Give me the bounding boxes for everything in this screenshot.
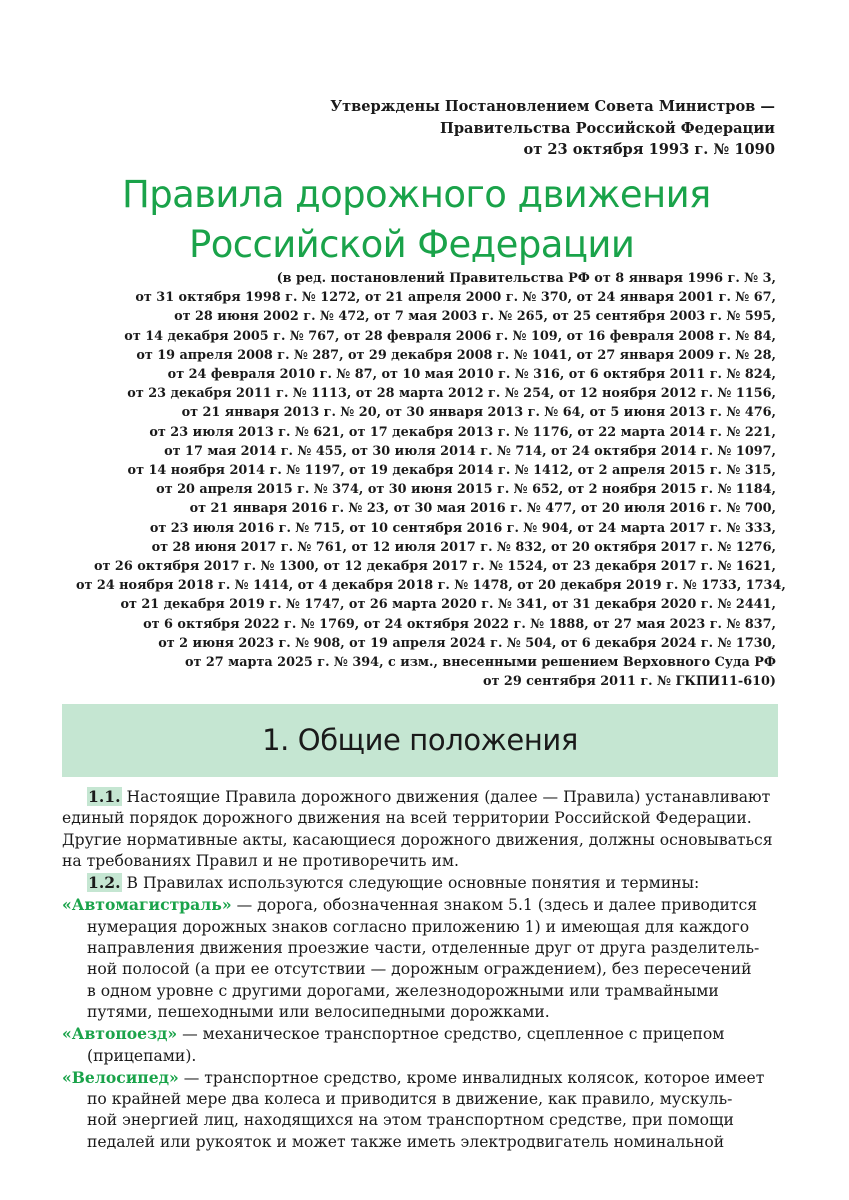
clause-number: 1.2.: [88, 873, 121, 893]
edition-line: от 21 декабря 2019 г. № 1747, от 26 марта 2020 г. № 341, от 31 декабря 2020 г. № 2441,: [120, 597, 776, 613]
paragraph-line: [62, 872, 778, 894]
term-line: (прицепами).: [87, 1046, 197, 1065]
clause-text: В Правилах используются следующие основные понятия и термины:: [126, 874, 700, 893]
term-line: [62, 1023, 778, 1045]
edition-line: от 14 ноября 2014 г. № 1197, от 19 декабря 2014 г. № 1412, от 2 апреля 2015 г. № 315,: [127, 463, 776, 479]
approval-note: [305, 96, 775, 161]
edition-line: от 21 января 2016 г. № 23, от 30 мая 2016 г. № 477, от 20 июля 2016 г. № 700,: [189, 501, 776, 517]
term-text: — механическое транспортное средство, сцепленное с прицепом: [177, 1025, 725, 1044]
term-line: [62, 1067, 778, 1089]
edition-line: от 24 ноября 2018 г. № 1414, от 4 декабря 2018 г. № 1478, от 20 декабря 2019 г. № 1733, 1734,: [76, 578, 786, 594]
title-line: Правила дорожного движения: [122, 173, 711, 216]
term-line: путями, пешеходными или велосипедными дорожками.: [87, 1002, 550, 1021]
document-body: [62, 786, 778, 1153]
term-name: «Автопоезд»: [62, 1024, 178, 1044]
paragraph-line: Другие нормативные акты, касающиеся дорожного движения, должны основываться: [62, 830, 773, 849]
approval-line: Утверждены Постановлением Совета Министров —: [330, 98, 775, 115]
edition-line: от 14 декабря 2005 г. № 767, от 28 февраля 2006 г. № 109, от 16 февраля 2008 г. № 84,: [124, 328, 776, 344]
term-line: нумерация дорожных знаков согласно приложению 1) и имеющая для каждого: [87, 917, 750, 936]
edition-line: от 28 июня 2002 г. № 472, от 7 мая 2003 г. № 265, от 25 сентября 2003 г. № 595,: [174, 309, 776, 325]
section-title: 1. Общие положения: [262, 723, 578, 757]
edition-line: от 19 апреля 2008 г. № 287, от 29 декабря 2008 г. № 1041, от 27 января 2009 г. № 28,: [136, 347, 776, 363]
approval-line: Правительства Российской Федерации: [440, 119, 775, 137]
term-line: ной энергией лиц, находящихся на этом транспортном средстве, при помощи: [87, 1111, 734, 1130]
edition-line: от 24 февраля 2010 г. № 87, от 10 мая 2010 г. № 316, от 6 октября 2011 г. № 824,: [167, 367, 776, 383]
edition-line: от 6 октября 2022 г. № 1769, от 24 октября 2022 г. № 1888, от 27 мая 2023 г. № 837,: [143, 616, 776, 632]
edition-line: от 27 марта 2025 г. № 394, с изм., внесенными решением Верховного Суда РФ: [184, 655, 776, 671]
term-name: «Велосипед»: [62, 1067, 179, 1087]
document-title: [0, 170, 849, 270]
approval-line: от 23 октября 1993 г. № 1090: [523, 141, 775, 158]
term-line: ной полосой (а при ее отсутствии — дорожным ограждением), без пересечений: [87, 960, 752, 979]
edition-line: от 26 октября 2017 г. № 1300, от 12 декабря 2017 г. № 1524, от 23 декабря 2017 г. № 1621,: [94, 559, 776, 575]
edition-line: от 20 апреля 2015 г. № 374, от 30 июня 2015 г. № 652, от 2 ноября 2015 г. № 1184,: [156, 482, 776, 498]
paragraph-line: [62, 786, 778, 808]
term-line: [62, 894, 778, 916]
paragraph-line: единый порядок дорожного движения на всей территории Российской Федерации.: [62, 809, 752, 828]
section-banner: [62, 704, 778, 777]
clause-text: Настоящие Правила дорожного движения (далее — Правила) устанавливают: [126, 788, 771, 806]
edition-line: от 23 декабря 2011 г. № 1113, от 28 марта 2012 г. № 254, от 12 ноября 2012 г. № 1156,: [127, 386, 776, 402]
term-line: в одном уровне с другими дорогами, железнодорожными или трамвайными: [87, 981, 719, 1000]
edition-line: от 28 июня 2017 г. № 761, от 12 июля 2017 г. № 832, от 20 октября 2017 г. № 1276,: [151, 539, 776, 555]
edition-line: от 17 мая 2014 г. № 455, от 30 июля 2014 г. № 714, от 24 октября 2014 г. № 1097,: [164, 443, 776, 459]
title-line: Российской Федерации: [189, 223, 635, 266]
term-text: — транспортное средство, кроме инвалидных колясок, которое имеет: [178, 1068, 765, 1087]
term-line: по крайней мере два колеса и приводится в движение, как правило, мускуль-: [87, 1090, 733, 1109]
term-line: педалей или рукояток и может также иметь электродвигатель номинальной: [87, 1132, 725, 1151]
edition-line: от 21 января 2013 г. № 20, от 30 января 2013 г. № 64, от 5 июня 2013 г. № 476,: [181, 405, 776, 421]
term-name: «Автомагистраль»: [62, 895, 232, 915]
edition-line: от 23 июля 2013 г. № 621, от 17 декабря 2013 г. № 1176, от 22 марта 2014 г. № 221,: [149, 424, 776, 440]
edition-line: от 29 сентября 2011 г. № ГКПИ11-610): [483, 674, 776, 690]
paragraph-line: на требованиях Правил и не противоречить им.: [62, 851, 459, 870]
edition-line: (в ред. постановлений Правительства РФ от 8 января 1996 г. № 3,: [276, 271, 776, 286]
edition-line: от 31 октября 1998 г. № 1272, от 21 апреля 2000 г. № 370, от 24 января 2001 г. № 67,: [135, 290, 776, 306]
edition-line: от 23 июля 2016 г. № 715, от 10 сентября 2016 г. № 904, от 24 марта 2017 г. № 333,: [149, 520, 776, 536]
edition-line: от 2 июня 2023 г. № 908, от 19 апреля 2024 г. № 504, от 6 декабря 2024 г. № 1730,: [158, 635, 776, 651]
clause-number: 1.1.: [88, 787, 121, 806]
editions-list: [76, 269, 786, 691]
term-text: — дорога, обозначенная знаком 5.1 (здесь и далее приводится: [231, 896, 758, 915]
term-line: направления движения проезжие части, отделенные друг от друга разделитель-: [87, 939, 760, 958]
